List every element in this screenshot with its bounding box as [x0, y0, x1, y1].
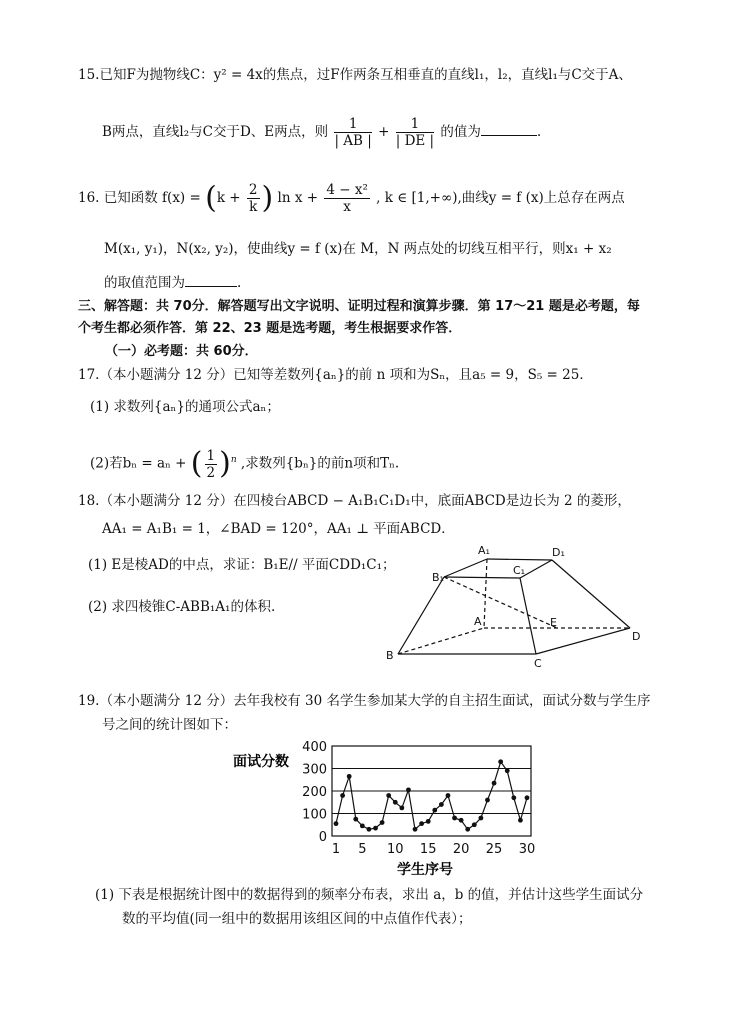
q17-line1: 17.（本小题满分 12 分）已知等差数列{aₙ}的前 n 项和为Sₙ，且a₅ = 9，S₅ = 25．	[78, 367, 593, 383]
data-point	[340, 793, 345, 798]
data-point	[498, 759, 503, 764]
q16-line3: 的取值范围为 .	[104, 272, 241, 292]
data-point	[525, 795, 530, 800]
data-point	[367, 827, 372, 832]
y-tick-label: 300	[302, 762, 327, 778]
q16-pre: 16. 已知函数 f(x) =	[78, 190, 201, 206]
data-point	[380, 820, 385, 825]
q18-part2: (2) 求四棱锥C-ABB₁A₁的体积.	[88, 599, 276, 615]
q16-ln: ln x +	[277, 190, 319, 206]
y-tick-label: 100	[302, 807, 327, 823]
series-line	[336, 762, 527, 830]
data-point	[360, 823, 365, 828]
section3-line1: 三、解答题：共 70分．解答题写出文字说明、证明过程和演算步骤．第 17～21 题是必考题，每	[78, 299, 640, 314]
q15-answer-blank[interactable]	[481, 121, 537, 136]
q17-p2-post: ,求数列{bₙ}的前n项和Tₙ.	[240, 455, 400, 472]
data-point	[419, 821, 424, 826]
q15-line2-pre: B两点，直线l₂与C交于D、E两点，则	[102, 124, 329, 140]
x-tick-label: 1	[331, 842, 341, 857]
q19-part1-line1: (1) 下表是根据统计图中的数据得到的频率分布表，求出 a，b 的值，并估计这些学生面试分	[95, 887, 644, 903]
data-point	[452, 816, 457, 821]
data-point	[465, 827, 470, 832]
x-tick-label: 20	[452, 842, 470, 857]
data-point	[485, 798, 490, 803]
label-A1: A₁	[478, 544, 490, 557]
q18-line1: 18.（本小题满分 12 分）在四棱台ABCD − A₁B₁C₁D₁中，底面ABCD是边长为 2 的菱形，	[78, 493, 631, 509]
q19-line2: 号之间的统计图如下：	[102, 717, 237, 733]
chart-ylabel: 面试分数	[233, 754, 289, 770]
data-point	[399, 805, 404, 810]
y-tick-label: 0	[318, 830, 327, 845]
label-C1: C₁	[513, 564, 526, 577]
data-point	[478, 816, 483, 821]
q19-part1-line2: 数的平均值(同一组中的数据用该组区间的中点值作代表）；	[122, 911, 472, 927]
y-tick-label: 200	[302, 785, 327, 800]
q15-line2: B两点，直线l₂与C交于D、E两点，则 $\frac{1}{| AB |}$ + $\frac{1}{| DE |}$ 的值为 .	[102, 116, 542, 149]
data-point	[459, 818, 464, 823]
frustum-figure	[380, 540, 660, 675]
q16-fraction-4x: $\frac{\text{4 − x²}}{x}$	[326, 182, 368, 215]
data-point	[406, 787, 411, 792]
x-tick-label: 10	[387, 842, 404, 857]
x-tick-label: 25	[485, 842, 503, 857]
q15-fraction-ab: $\frac{1}{| AB |}$	[334, 116, 372, 149]
section3-line3: （一）必考题：共 60分．	[105, 344, 258, 359]
data-point	[472, 822, 477, 827]
data-point	[432, 808, 437, 813]
label-B: B	[386, 649, 394, 662]
y-tick-label: 400	[302, 740, 327, 755]
q16-fraction-2k: $\frac{2}{k}$	[248, 182, 258, 215]
x-tick-label: 5	[358, 842, 367, 857]
data-point	[511, 795, 516, 800]
data-point	[353, 817, 358, 822]
data-point	[334, 821, 339, 826]
q16-line2: M(x₁, y₁)，N(x₂, y₂)，使曲线y = f (x)在 M，N 两点处的切线互相平行，则x₁ + x₂	[104, 241, 612, 257]
data-point	[386, 793, 391, 798]
chart-xlabel: 学生序号	[397, 862, 453, 878]
q19-line1: 19.（本小题满分 12 分）去年我校有 30 名学生参加某大学的自主招生面试，面试分数与学生序	[78, 693, 651, 709]
data-point	[393, 800, 398, 805]
q17-part1: (1) 求数列{aₙ}的通项公式aₙ；	[90, 399, 280, 415]
label-B1: B₁	[432, 571, 444, 584]
data-point	[446, 793, 451, 798]
q15-line1: 15.已知F为抛物线C：y² = 4x的焦点，过F作两条互相垂直的直线l₁，l₂，直线l₁与C交于A、	[78, 67, 632, 83]
data-point	[426, 819, 431, 824]
q16-answer-blank[interactable]	[185, 272, 237, 287]
data-point	[413, 827, 418, 832]
q17-exponent: n	[230, 455, 237, 465]
label-D1: D₁	[552, 546, 565, 559]
q17-p2-pre: (2)若bₙ = aₙ +	[90, 455, 187, 472]
label-A: A	[474, 615, 482, 628]
data-point	[505, 768, 510, 773]
score-chart	[225, 736, 545, 878]
q17-fraction-half: $\frac{1}{2}$	[206, 447, 216, 481]
q18-line2: AA₁ = A₁B₁ = 1，∠BAD = 120°，AA₁ ⊥ 平面ABCD．	[102, 521, 455, 537]
label-D: D	[632, 630, 641, 643]
data-point	[492, 781, 497, 786]
x-tick-label: 30	[518, 842, 536, 857]
q16-k: k +	[216, 190, 241, 206]
q15-plus: +	[378, 124, 390, 140]
data-point	[373, 826, 378, 831]
q15-fraction-de: $\frac{1}{| DE |}$	[395, 116, 435, 149]
label-C: C	[534, 657, 542, 670]
data-point	[518, 818, 523, 823]
label-E: E	[550, 616, 557, 629]
x-tick-label: 15	[419, 842, 437, 857]
data-point	[347, 774, 352, 779]
q15-line2-post: 的值为	[440, 124, 481, 140]
section3-line2: 个考生都必须作答．第 22、23 题是选考题，考生根据要求作答．	[78, 321, 462, 336]
q17-part2: (2)若bₙ = aₙ + ( $\frac{1}{2}$ )$^n$ ,求数列{bₙ}的前n项和Tₙ.	[90, 446, 400, 481]
data-point	[439, 802, 444, 807]
q18-part1: (1) E是棱AD的中点，求证：B₁E// 平面CDD₁C₁；	[88, 557, 396, 573]
q16-line1: 16. 已知函数 f(x) = (k + $\frac{2}{k}$ ) ln x + $\frac{\text{4 − x²}}{x}$ , k ∈ [1,+∞),曲线y = f (x)上总存在两点	[78, 180, 625, 216]
q16-post: , k ∈ [1,+∞),曲线y = f (x)上总存在两点	[376, 190, 625, 206]
